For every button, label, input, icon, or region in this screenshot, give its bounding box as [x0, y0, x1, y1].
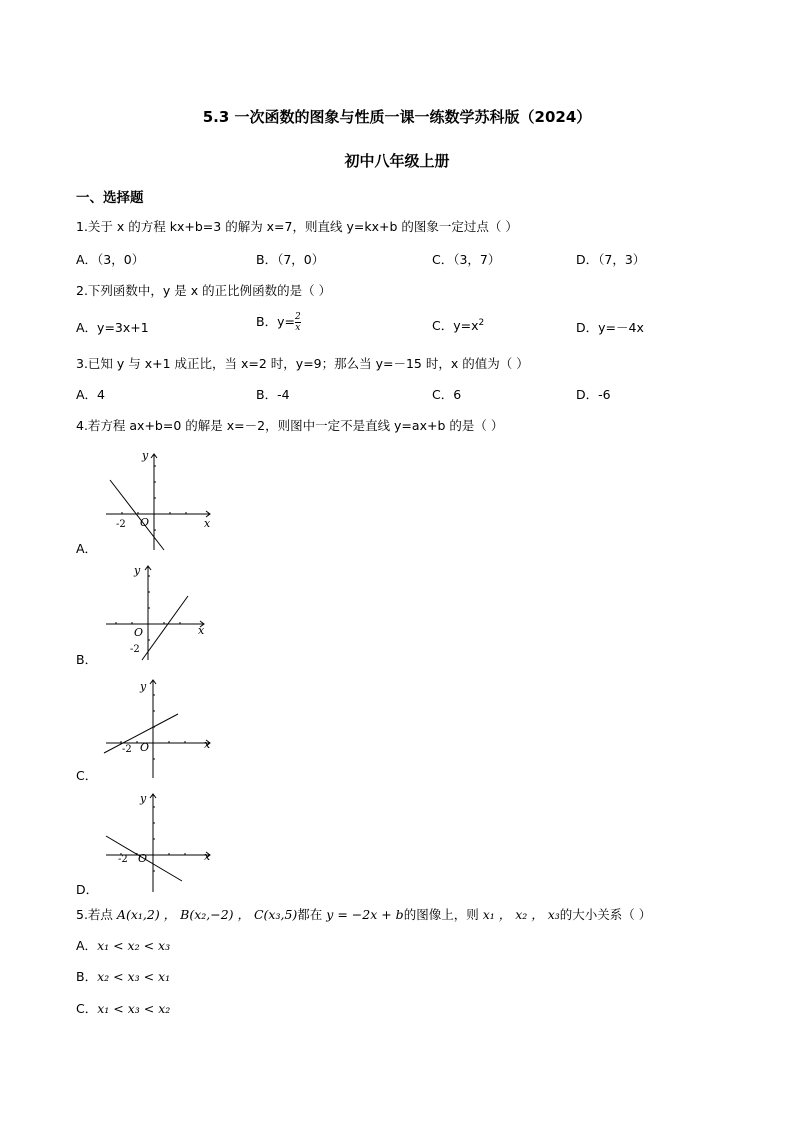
graph-option-a — [100, 450, 220, 552]
question-2-stem: 2.下列函数中，y 是 x 的正比例函数的是（ ） — [76, 283, 332, 298]
question-1-option-b: B．（7，0） — [256, 252, 325, 267]
question-5-suffix: 的图像上，则 — [403, 907, 479, 922]
y-axis-label: y — [140, 792, 147, 805]
question-5-end: 的大小关系（ ） — [559, 907, 652, 922]
x-axis-label: x — [204, 517, 211, 530]
option-c-label: C． — [76, 1001, 98, 1016]
exponent: 2 — [478, 317, 485, 328]
option-a-label: A． — [76, 938, 98, 953]
graph-option-c — [100, 676, 220, 780]
question-2-option-d: D．y=－4x — [576, 320, 644, 335]
document-subtitle: 初中八年级上册 — [344, 152, 450, 170]
fraction — [295, 312, 301, 333]
y-axis-label: y — [140, 680, 147, 693]
graph-option-d — [100, 790, 220, 894]
question-5-option-c — [76, 999, 170, 1017]
question-1-option-c: C．（3，7） — [432, 252, 501, 267]
x-axis-label: x — [198, 624, 205, 637]
y-axis-label: y — [142, 450, 149, 462]
document-title: 5.3 一次函数的图象与性质一课一练数学苏科版（2024） — [202, 108, 592, 126]
question-5-prefix: 5.若点 — [76, 907, 113, 922]
question-5-stem — [76, 905, 651, 923]
option-b-expr: x₂ < x₃ < x₁ — [97, 969, 171, 984]
neg2-label: -2 — [116, 519, 126, 530]
neg2-label: -2 — [130, 644, 140, 655]
question-5-option-b — [76, 967, 170, 985]
question-3-option-c: C．6 — [432, 387, 462, 402]
question-1-stem: 1.关于 x 的方程 kx+b=3 的解为 x=7，则直线 y=kx+b 的图象一定过点（ ） — [76, 219, 518, 234]
origin-label: O — [140, 741, 150, 754]
question-5-mid: 都在 — [297, 907, 323, 922]
question-1-option-d: D．（7，3） — [576, 252, 646, 267]
question-5-vars: x₁ ， x₂ ， x₃ — [482, 907, 560, 922]
question-4-stem: 4.若方程 ax+b=0 的解是 x=－2，则图中一定不是直线 y=ax+b 的是（ ） — [76, 418, 504, 433]
question-3-option-d: D．-6 — [576, 387, 611, 402]
section-heading: 一、选择题 — [76, 190, 144, 206]
origin-label: O — [140, 516, 150, 529]
fraction-denominator: x — [295, 323, 301, 333]
question-4-option-d: D． — [76, 882, 99, 897]
question-2-option-b — [256, 312, 301, 333]
option-a-expr: x₁ < x₂ < x₃ — [97, 938, 171, 953]
origin-label: O — [138, 852, 148, 865]
question-3-option-a: A．4 — [76, 387, 106, 402]
question-4-option-b: B． — [76, 652, 98, 667]
fraction-numerator: 2 — [294, 312, 301, 322]
question-5-option-a — [76, 936, 170, 954]
question-3-stem: 3.已知 y 与 x+1 成正比，当 x=2 时，y=9；那么当 y=－15 时，x 的值为（ ） — [76, 356, 529, 371]
question-5-points: A(x₁,2) ， B(x₂,−2) ， C(x₃,5) — [116, 907, 298, 922]
question-5-equation: y = −2x + b — [326, 907, 404, 922]
question-3-option-b: B．-4 — [256, 387, 290, 402]
option-c-expr: x₁ < x₃ < x₂ — [97, 1001, 171, 1016]
question-4-option-c: C． — [76, 768, 98, 783]
neg2-label: -2 — [118, 854, 128, 865]
option-b-label: B． — [76, 969, 98, 984]
question-4-option-a: A． — [76, 541, 98, 556]
graph-option-b — [100, 562, 220, 662]
x-axis-label: x — [204, 850, 211, 863]
question-2-option-a: A．y=3x+1 — [76, 320, 149, 335]
question-2-option-c-prefix: C．y=x — [432, 318, 479, 333]
y-axis-label: y — [134, 564, 141, 577]
origin-label: O — [134, 626, 144, 639]
question-1-option-a: A．（3，0） — [76, 252, 145, 267]
question-2-option-c — [432, 316, 484, 334]
question-2-option-b-prefix: B．y= — [256, 314, 295, 329]
x-axis-label: x — [204, 738, 211, 751]
neg2-label: -2 — [122, 744, 132, 755]
